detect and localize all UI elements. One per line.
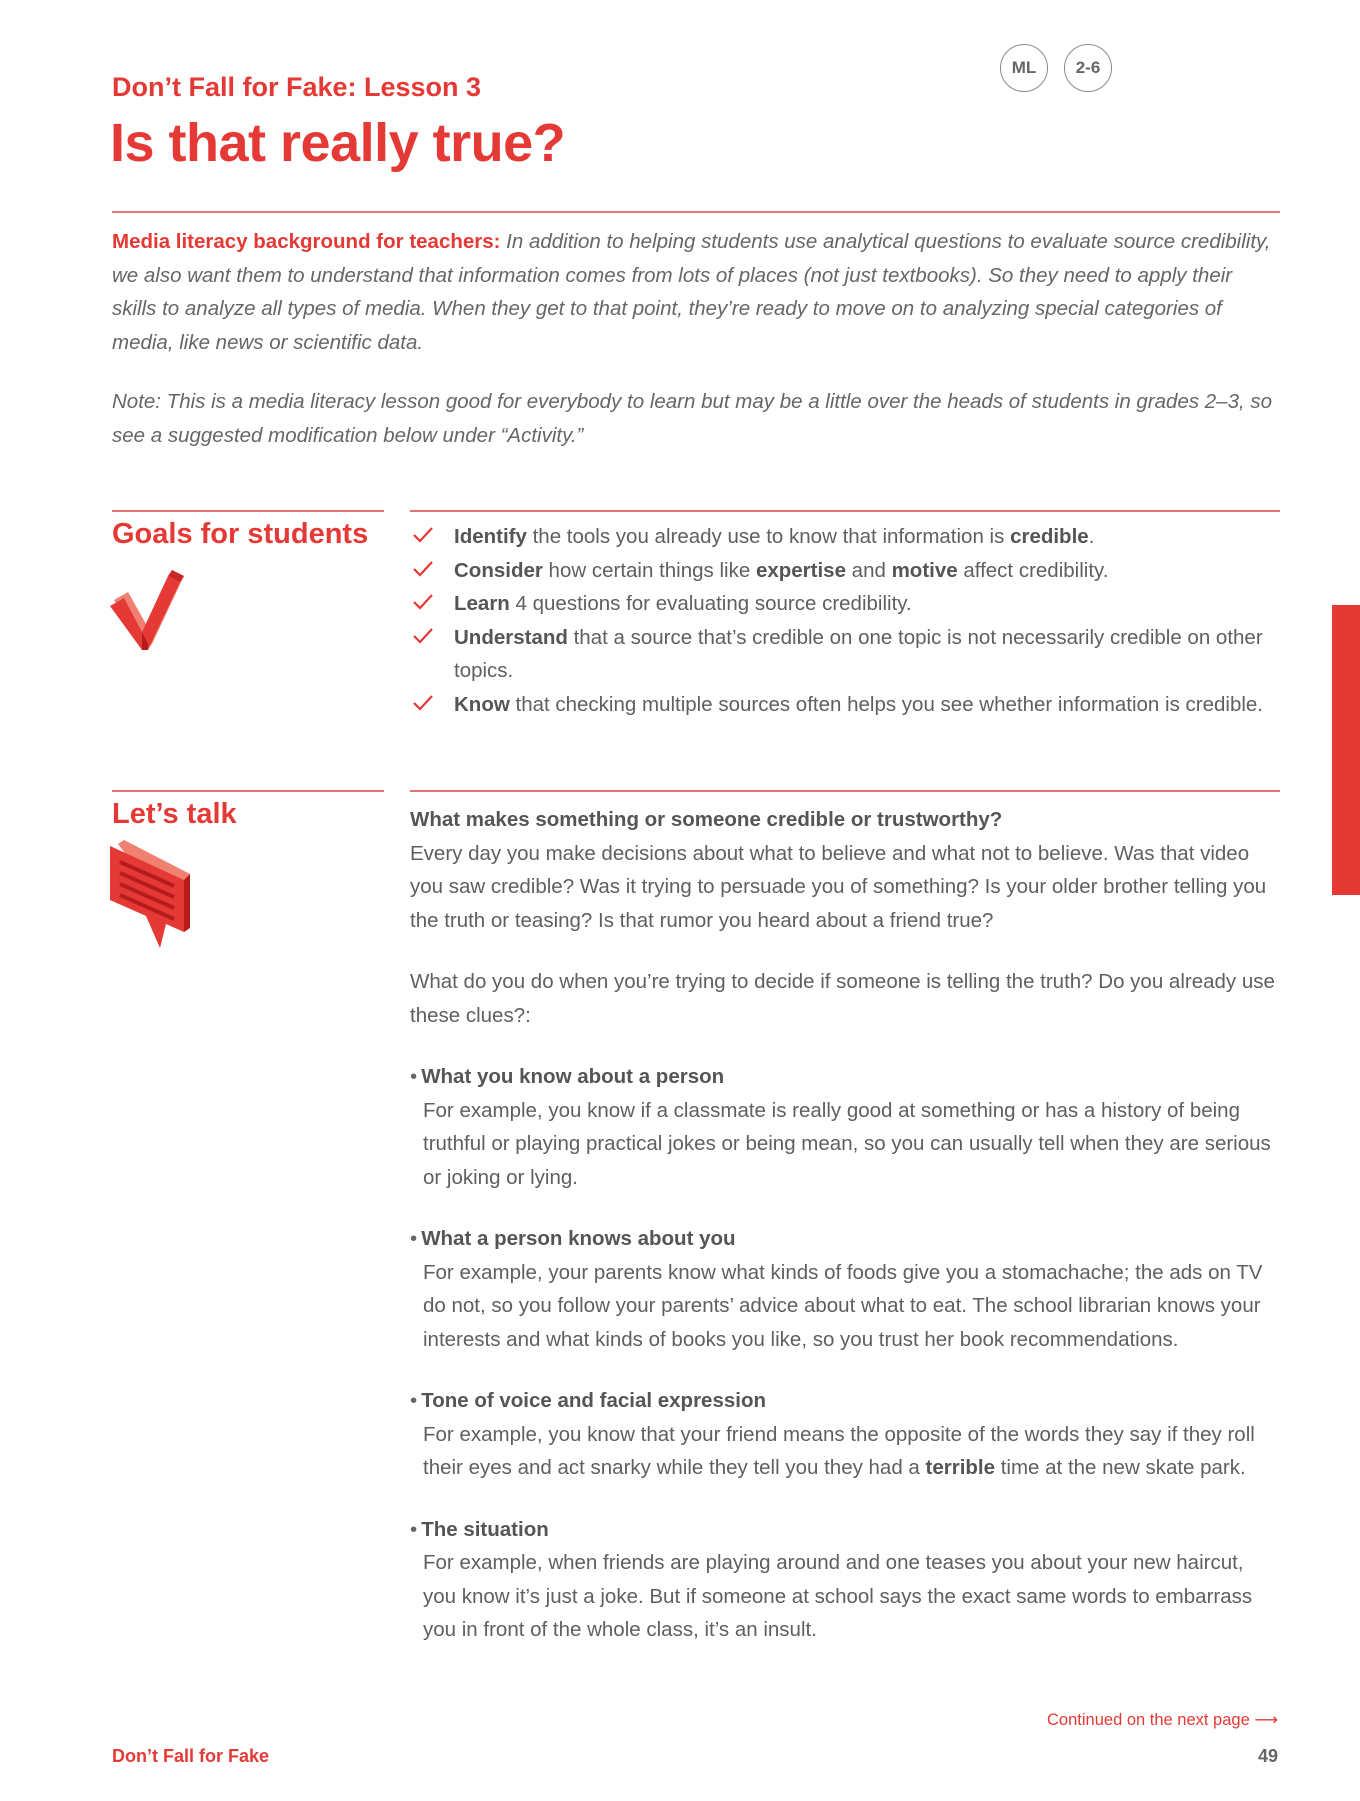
check-icon: [412, 692, 434, 714]
talk-question: What makes something or someone credible or trustworthy?: [410, 808, 1003, 831]
goals-list: [410, 520, 1280, 721]
lesson-label: Don’t Fall for Fake: Lesson 3: [112, 72, 482, 102]
header-divider: [112, 211, 1280, 213]
talk-paragraph-1: Every day you make decisions about what to believe and what not to believe. Was that video you saw credible? Was it trying to persuade you of something? Is your older brother telling you the truth or teasing? Is that rumor you heard about a friend true?: [410, 841, 1267, 932]
goal-bold: motive: [891, 558, 958, 582]
talk-left-divider: [112, 790, 384, 792]
goals-left-divider: [112, 510, 384, 512]
talk-content: [410, 803, 1280, 1675]
check-icon: [412, 625, 434, 647]
talk-paragraph-2: What do you do when you’re trying to decide if someone is telling the truth? Do you already use these clues?:: [410, 970, 1275, 1027]
clue-item: [410, 1513, 1280, 1647]
goal-bold: credible: [1010, 525, 1089, 548]
goals-right-divider: [410, 510, 1280, 512]
clue-heading: • The situation: [410, 1513, 1280, 1547]
clue-body: [410, 1418, 1280, 1485]
goals-title: Goals for students: [112, 518, 369, 550]
clue-body-text: For example, you know that your friend means the opposite of the words they say if they roll their eyes and act snarky while they tell you they had a: [423, 1422, 1255, 1479]
goal-bold: expertise: [755, 558, 846, 582]
clue-heading: • What you know about a person: [410, 1060, 1280, 1094]
goal-text: affect credibility.: [957, 558, 1109, 582]
goal-item: [410, 688, 1280, 722]
clue-body: For example, when friends are playing around and one teases you about your new haircut, you know it’s just a joke. But if someone at school says the exact same words to embarrass you in front of the whole class, it’s an insult.: [423, 1551, 1253, 1641]
check-icon: [412, 591, 434, 613]
note-paragraph: Note: This is a media literacy lesson good for everybody to learn but may be a little over the heads of students in grades 2–3, so see a suggested modification below under “Activity.”: [112, 390, 1273, 447]
badge-ml: ML: [1000, 44, 1048, 92]
side-tab-marker: [1332, 605, 1360, 895]
goal-item: [410, 587, 1280, 621]
clue-heading: • Tone of voice and facial expression: [410, 1384, 1280, 1418]
goal-text: .: [1088, 525, 1095, 548]
goal-verb: Identify: [454, 525, 527, 548]
continued-link[interactable]: Continued on the next page ⟶: [1047, 1711, 1278, 1729]
check-icon: [412, 558, 434, 580]
page-number: 49: [1257, 1746, 1278, 1766]
page-title: Is that really true?: [110, 113, 566, 173]
goal-item: [410, 520, 1280, 554]
goal-text: that checking multiple sources often helps you see whether information is credible.: [509, 692, 1264, 716]
grade-badges: [1000, 44, 1112, 92]
background-paragraph: [112, 225, 1280, 359]
goal-verb: Learn: [454, 592, 510, 615]
goal-text: 4 questions for evaluating source credibility.: [509, 592, 912, 615]
clue-body: For example, your parents know what kinds of foods give you a stomachache; the ads on TV do not, so you follow your parents’ advice about what to eat. The school librarian knows your interests and what kinds of books you like, so you trust her book recommendations.: [423, 1260, 1263, 1351]
clue-item: [410, 1060, 1280, 1194]
clue-item: [410, 1384, 1280, 1485]
talk-right-divider: [410, 790, 1280, 792]
goal-text: that a source that’s credible on one topic is not necessarily credible on other topics.: [454, 625, 1263, 682]
clue-body-bold: terrible: [925, 1456, 996, 1479]
goal-item: [410, 621, 1280, 688]
checkmark-icon: [110, 562, 186, 652]
talk-title: Let’s talk: [112, 798, 237, 830]
speech-bubble-icon: [110, 840, 192, 952]
goal-text: the tools you already use to know that information is: [526, 525, 1011, 548]
footer-title: Don’t Fall for Fake: [112, 1746, 270, 1766]
background-text: In addition to helping students use analytical questions to evaluate source credibility, we also want them to understand that information comes from lots of places (not just textbooks). So they need to apply their skills to analyze all types of media. When they get to that point, they’re ready to move on to analyzing special categories of media, like news or scientific data.: [112, 230, 1271, 354]
check-icon: [412, 524, 434, 546]
clue-body: For example, you know if a classmate is really good at something or has a history of being truthful or playing practical jokes or being mean, so you can usually tell when they are serious or joking or lying.: [423, 1098, 1271, 1189]
background-lead: Media literacy background for teachers:: [112, 230, 501, 253]
badge-grades: 2-6: [1064, 44, 1112, 92]
goal-verb: Understand: [454, 625, 568, 649]
clue-item: [410, 1222, 1280, 1356]
goal-verb: Know: [454, 692, 510, 716]
clue-heading: • What a person knows about you: [410, 1222, 1280, 1256]
goal-text: how certain things like: [542, 558, 756, 582]
goal-verb: Consider: [454, 558, 543, 582]
clue-body-text: time at the new skate park.: [995, 1456, 1246, 1479]
goal-text: and: [845, 558, 892, 582]
goal-item: [410, 554, 1280, 588]
